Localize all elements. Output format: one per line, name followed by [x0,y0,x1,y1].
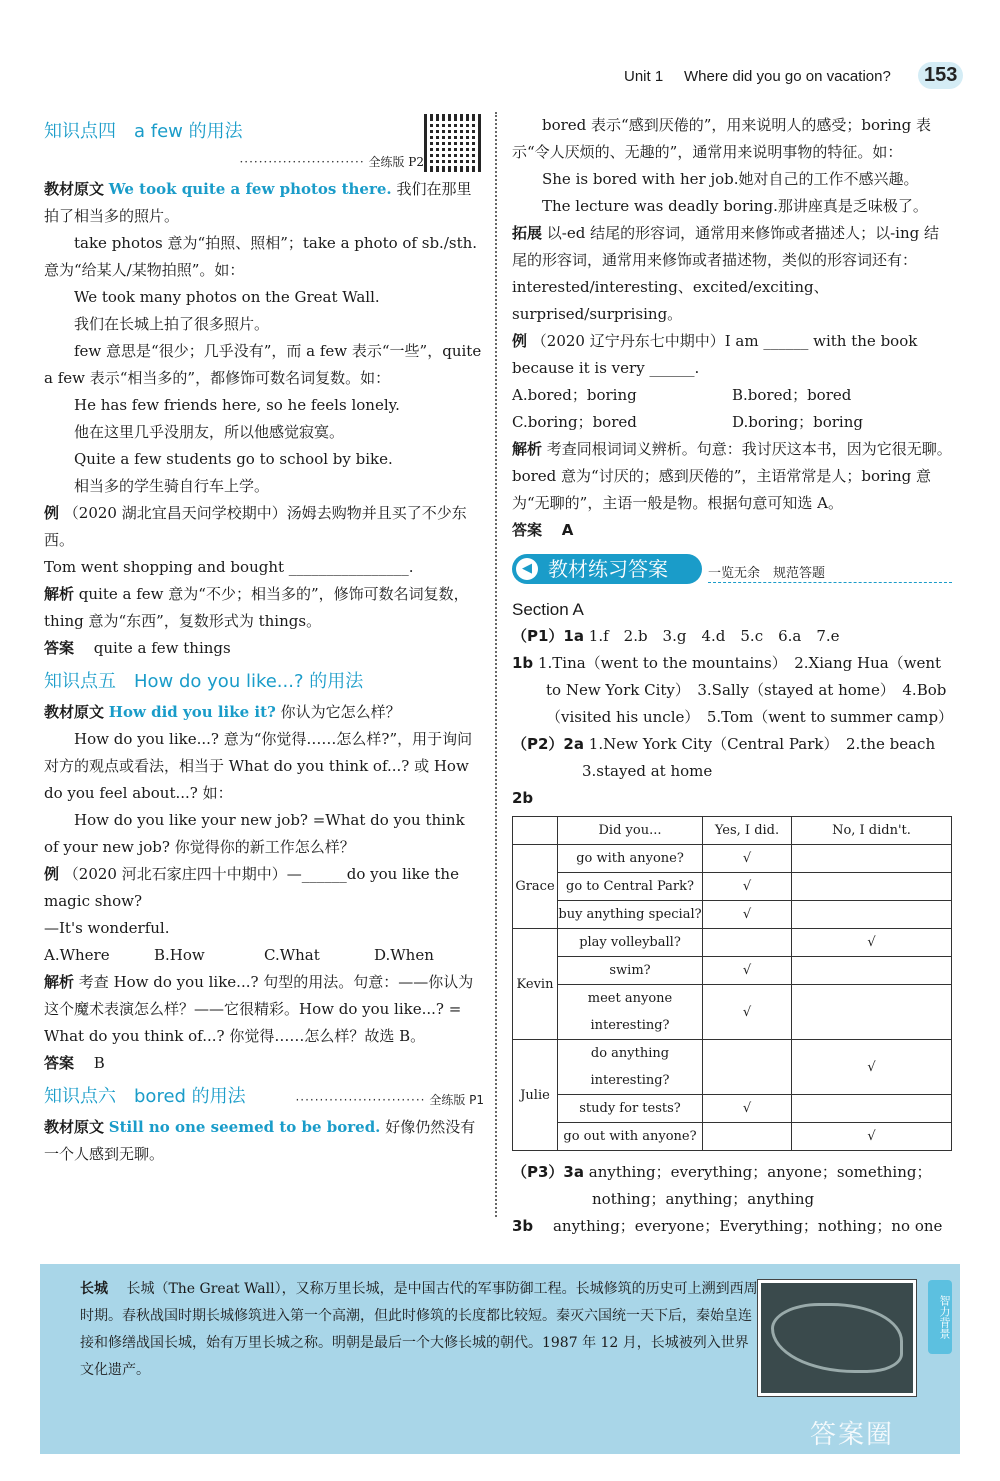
kp5-answer: B [93,1054,105,1072]
page-header [600,64,960,92]
page-number: 153 [918,62,963,89]
kp6-source-en: Still no one seemed to be bored. [108,1118,381,1136]
label-2b: 2b [512,789,534,807]
kp5-source-cn: 你认为它怎么样？ [280,703,401,721]
kp4-p2: few 意思是“很少；几乎没有”，而 a few 表示“一些”，quite a few 表示“相当多的”，都修饰可数名词复数。如： [44,342,482,387]
kp4-question: （2020 湖北宜昌天问学校期中）汤姆去购物并且买了不少东西。 [44,504,467,549]
kp4-ex2-cn: 他在这里几乎没朋友，所以他感觉寂寞。 [74,423,345,441]
kp5-p1: How do you like...? 意为“你觉得……怎么样?”，用于询问对方的观点或看法，相当于 What do you think of...? 或 How do you feel about...? 如： [44,730,473,802]
extend-text: 以-ed 结尾的形容词，通常用来修饰或者描述人；以-ing 结尾的形容词，通常用来修饰或者描述物，类似的形容词还有：interested/interesting、excited/exciting、surprised/surprising。 [512,224,940,323]
kp4-answer: quite a few things [93,639,231,657]
great-wall-photo [758,1280,916,1396]
bored-question: （2020 辽宁丹东七中期中）I am ______ with the book because it is very ______. [512,332,918,377]
kp4-ex1-en: We took many photos on the Great Wall. [74,288,380,306]
bored-analysis: 考查同根词词义辨析。句意：我讨厌这本书，因为它很无聊。bored 意为“讨厌的；感到厌倦的”，主语常常是人；boring 意为“无聊的”，主语一般是物。根据句意可知选 A。 [512,440,952,512]
example-label: 例 [44,504,60,522]
bored-ex2: The lecture was deadly boring.那讲座真是乏味极了。 [542,197,928,215]
banner-title: 教材练习答案 [548,557,668,581]
great-wall-text [80,1276,760,1384]
ans-1a: 1.f 2.b 3.g 4.d 5.c 6.a 7.e [588,627,840,645]
table-header-row: Did you... Yes, I did. No, I didn't. [513,817,952,845]
kp5-reply: —It's wonderful. [44,919,170,937]
kp4-question-blank: Tom went shopping and bought ________________. [44,558,414,576]
kp5-p2: How do you like your new job? =What do you think of your new job? 你觉得你的新工作怎么样？ [44,811,465,856]
bored-answer: A [561,521,574,539]
left-column: 知识点四 a few 的用法 ·························· 全练版 P2 教材原文 We took quite a few photos there. 我们在那里拍了相当多的照片。 take photos 意为“拍照、照相”；take a photo of sb./sth. 意为“给某人/某物拍照”。如： We took many photos on the Great Wall. 我们在长城上拍了很多照片。 few 意思是“很少；几乎没有”，而 a few 表示“一些”，quite a few 表示“相当多的”，都修饰可数名词复数。如： He has few friends here, so he feels lonely. 他在这里几乎没朋友，所以他感觉寂寞。 Quite a few students go to school by bike. 相当多的学生骑自行车上学。 例 （2020 湖北宜昌天问学校期中）汤姆去购物并且买了不少东西。 Tom went shopping and bought ________________. 解析 quite a few 意为“不少；相当多的”，修饰可数名词复数，thing 意为“东西”，复数形式为 things。 答案 quite a few things 知识点五 How do you like...? 的用法 教材原文 How did you like it? 你认为它怎么样？ How do you like...? 意为“你觉得……怎么样?”，用于询问对方的观点或看法，相当于 What do you think of...? 或 How do you feel about...? 如： How do you like your new job? =What do you think of your new job? 你觉得你的新工作怎么样？ 例 （2020 河北石家庄四十中期中）—______do you like the magic show? —It's wonderful. A.Where B.How C.What D.When 解析 考查 How do you like...? 句型的用法。句意：——你认为这个魔术表演怎么样？——它很精彩。How do you like...? = What do you think of...? 你觉得……怎么样？故选 B。 答案 B 知识点六 bored 的用法 ··························· 全练版 P1 教材原文 Still no one seemed to be bored. 好像仍然没有一个人感到无聊。 [44,112,484,1168]
table-row: study for tests? √ [513,1095,952,1123]
source-en: We took quite a few photos there. [108,180,392,198]
ans-3b: anything；everyone；Everything；nothing；no one [552,1217,943,1235]
option-b: B.How [154,946,205,964]
section-title: Section A [512,600,584,619]
kp4-heading: 知识点四 a few 的用法 [44,121,243,142]
unit-label: Unit 1 [624,68,664,85]
bored-options-1 [512,382,952,409]
option-d: D.boring；boring [732,413,863,431]
answers-banner [512,554,952,586]
footer-body: 长城（The Great Wall），又称万里长城，是中国古代的军事防御工程。长城修筑的历史可上溯到西周时期。春秋战国时期长城修筑进入第一个高潮，但此时修筑的长度都比较短。秦灭六国统一天下后，秦始皇连接和修缮战国长城，始有万里长城之称。明朝是最后一个大修长城的朝代。1987 年 12 月，长城被列入世界文化遗产。 [80,1281,758,1378]
table-row: Julie do anything interesting? √ [513,1040,952,1095]
kp5-source-en: How did you like it? [108,703,276,721]
bored-ex1: She is bored with her job.她对自己的工作不感兴趣。 [542,170,919,188]
option-b: B.bored；bored [732,386,852,404]
kp4-ex3-cn: 相当多的学生骑自行车上学。 [74,477,270,495]
kp4-ref: ·························· 全练版 P2 [239,155,424,169]
background-box [40,1264,973,1481]
answer-table-2b [512,816,952,1151]
unit-title: Where did you go on vacation? [684,68,891,85]
table-row: Kevin play volleyball? √ [513,929,952,957]
megaphone-icon: ◀ [516,558,538,580]
table-row: buy anything special? √ [513,901,952,929]
kp6-source-cn: 好像仍然没有一个人感到无聊。 [44,1118,476,1163]
ans-3a: anything；everything；anyone；something；nothing；anything；anything [588,1163,932,1208]
banner-subtitle: 一览无余 规范答题 [708,566,826,581]
kp5-analysis: 考查 How do you like...? 句型的用法。句意：——你认为这个魔术表演怎么样？——它很精彩。How do you like...? = What do you think of...? 你觉得……怎么样？故选 B。 [44,973,474,1045]
table-row: go to Central Park? √ [513,873,952,901]
bored-options-2 [512,409,952,436]
table-row: meet anyone interesting? √ [513,985,952,1040]
option-c: C.What [264,946,320,964]
ans-1b: 1.Tina（went to the mountains） 2.Xiang Hua（went to New York City） 3.Sally（stayed at home） 4.Bob（visited his uncle） 5.Tom（went to summer camp） [537,654,954,726]
kp4-p1: take photos 意为“拍照、照相”；take a photo of sb./sth. 意为“给某人/某物拍照”。如： [44,234,478,279]
table-row: go out with anyone? √ [513,1123,952,1151]
option-a: A.Where [44,946,110,964]
ans-2a: 1.New York City（Central Park） 2.the beach 3.stayed at home [582,735,951,780]
option-d: D.When [374,946,434,964]
source-cn: 我们在那里拍了相当多的照片。 [44,180,472,225]
kp5-question: （2020 河北石家庄四十中期中）—______do you like the magic show? [44,865,459,910]
table-row: Grace go with anyone? √ [513,845,952,873]
footer-label: 长城 [80,1281,108,1297]
option-a: A.bored；boring [512,386,637,404]
kp4-analysis: quite a few 意为“不少；相当多的”，修饰可数名词复数，thing 意为“东西”，复数形式为 things。 [44,585,469,630]
watermark: 答案圈 MXQE.COM [810,1420,973,1481]
kp4-ex2-en: He has few friends here, so he feels lonely. [74,396,400,414]
right-column: bored 表示“感到厌倦的”，用来说明人的感受；boring 表示“令人厌烦的、无趣的”，通常用来说明事物的特征。如： She is bored with her job.她对自己的工作不感兴趣。 The lecture was deadly boring.那讲座真是乏味极了。 拓展 以-ed 结尾的形容词，通常用来修饰或者描述人；以-ing 结尾的形容词，通常用来修饰或者描述物，类似的形容词还有：interested/interesting、excited/exciting、surprised/surprising。 例 （2020 辽宁丹东七中期中）I am ______ with the book because it is very ______. A.bored；boring B.bored；bored C.boring；bored D.boring；boring 解析 考查同根词词义辨析。句意：我讨厌这本书，因为它很无聊。bored 意为“讨厌的；感到厌倦的”，主语常常是人；boring 意为“无聊的”，主语一般是物。根据句意可知选 A。 答案 A ◀ 教材练习答案 一览无余 规范答题 Section A （P1）1a 1.f 2.b 3.g 4.d 5.c 6.a 7.e 1b 1.Tina（went to the mountains） 2.Xiang Hua（went to New York City） 3.Sally（stayed at home） 4.Bob（visited his uncle） 5.Tom（went to summer camp） （P2）2a 1.New York City（Central Park） 2.the beach 3.stayed at home 2b Did you... Yes, I did. No, I didn't. Grace go with anyone? √ go to Central Park? √ buy anything special? √ Kevin play volleyball? √ swim? √ meet anyone interesting? √ Julie do anything interesting? √ study for tests? √ go out with anyone? √ （P3）3a anything；everything；anyone；something；nothing；anything；anything 3b anything；everyone；Everything；nothing；no one [512,112,952,1240]
analysis-label: 解析 [44,585,75,603]
kp4-ex3-en: Quite a few students go to school by bike. [74,450,393,468]
column-divider [495,112,497,1217]
option-c: C.boring；bored [512,413,637,431]
answer-label: 答案 [44,639,75,657]
kp5-options [44,942,484,969]
table-row: swim? √ [513,957,952,985]
kp5-heading: 知识点五 How do you like...? 的用法 [44,671,364,692]
background-tag: 智力背景 [928,1280,952,1354]
extend-label: 拓展 [512,224,543,242]
kp6-heading: 知识点六 bored 的用法 ··························· 全练版 P1 [44,1086,484,1107]
bored-p1: bored 表示“感到厌倦的”，用来说明人的感受；boring 表示“令人厌烦的、无趣的”，通常用来说明事物的特征。如： [512,116,932,161]
source-label: 教材原文 [44,180,105,198]
kp4-ex1-cn: 我们在长城上拍了很多照片。 [74,315,270,333]
